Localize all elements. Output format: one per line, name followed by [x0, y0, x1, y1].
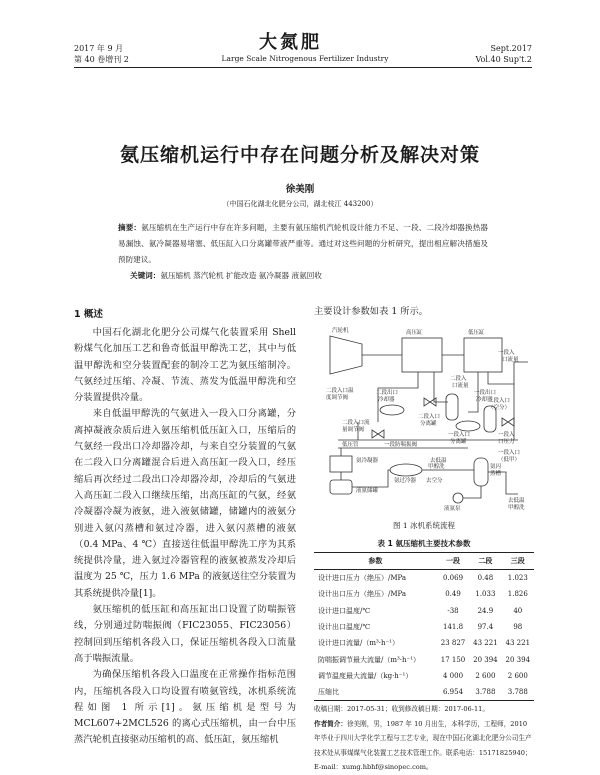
table-cell: 2 600	[475, 671, 496, 680]
table-row	[314, 635, 534, 651]
header-date: 2017 年 9 月	[74, 44, 124, 53]
table-cell: 设计进口流量/（m³·h⁻¹）	[318, 639, 400, 648]
table-cell: -38	[447, 606, 459, 615]
figure-caption: 图 1 冰机系统流程	[392, 521, 456, 530]
footnote	[314, 702, 534, 775]
abstract-label: 摘要：	[118, 223, 142, 232]
table-cell: 设计出口压力（绝压）/MPa	[318, 590, 407, 599]
label-to-rectisol-b: 去低温	[508, 498, 525, 504]
paragraph: 氨压缩机的低压缸和高压缸出口设置了防喘振管线，分别通过防喘振阀（FIC23055、FIC23056）控制回到压缩机各段入口，保证压缩机各段入口流量高于喘振流量。	[74, 604, 296, 664]
label-s2-inlet-air: 二段入口	[488, 398, 511, 404]
label-s1-inlet-flow: 一段入	[498, 350, 515, 356]
label-s2-separator: 二段入口	[418, 414, 441, 420]
table-cell: 设计进口温度/℃	[318, 606, 371, 615]
label-hp-cylinder: 高压缸	[406, 330, 423, 336]
table-cell: 0.49	[445, 590, 461, 599]
label-ammonia-tank: 液氨储罐	[356, 488, 379, 494]
section-body	[74, 325, 296, 749]
table-caption: 表 1 氨压缩机主要技术参数	[377, 539, 471, 548]
label-s1-cooler-2: 冷却器	[476, 397, 493, 403]
label-flash-drum-2: 蒸槽	[490, 471, 502, 477]
table-cell: 设计进口压力（绝压）/MPa	[318, 574, 407, 583]
header-volume: 第 40 卷增刊 2	[74, 55, 129, 64]
label-s2-separator-2: 分离罐	[420, 421, 437, 427]
label-s1-inlet-pressure: 一段入	[498, 432, 515, 438]
label-to-rectisol-2: 甲醇洗	[428, 464, 445, 470]
subcooler-shape	[390, 464, 422, 476]
author-bio: 徐美刚，男，1987 年 10 月出生，本科学历，工程师，2010 年毕业于四川大学化学工程与工艺专业，现在中国石化湖北化肥分公司生产技术处从事煤煤气化装置工艺技术管理工作。联系电话：15171825940；E-mail：xumg.hbhf@sinopec.com。	[314, 719, 532, 771]
spec-table-wrap	[314, 552, 534, 701]
ammonia-condenser-shape	[330, 456, 352, 472]
table-cell: 141.8	[442, 623, 464, 632]
paragraph: 中国石化湖北化肥分公司煤气化装置采用 Shell 粉煤气化加压工艺和鲁奇低温甲醇洗工艺，其中与低温甲醇洗和空分装置配套的制冷工艺为氨压缩制冷。气氨经过压缩、冷凝、节流、蒸发为低温甲醇洗和空分装置提供冷量。	[74, 327, 296, 404]
table-row	[314, 668, 534, 684]
abstract-text: 氨压缩机在生产运行中存在许多问题，主要有氨压缩机汽轮机设计能力不足、一段、二段冷却器换热器易漏蚀、氨冷凝器易堵塞、低压缸入口分离罐带液严重等。通过对这些问题的分析研究，提出相应解决措施及预防建议。	[118, 223, 489, 264]
table-cell: 3.788	[469, 684, 501, 701]
label-s1-inlet-pressure-2: 口压力	[498, 439, 515, 445]
table-cell: 压缩比	[314, 684, 437, 701]
flash-drum-shape	[474, 458, 488, 486]
label-turbine: 汽轮机	[332, 328, 349, 334]
table-cell: 设计出口温度/℃	[318, 623, 371, 632]
table-cell: 6.954	[437, 684, 469, 701]
label-lp-cylinder: 低压缸	[468, 330, 485, 336]
affiliation: （中国石化湖北化肥分公司，湖北枝江 443200）	[222, 200, 378, 208]
turbine-shape	[330, 336, 362, 374]
header-volume-en: Vol.40 Sup't.2	[475, 55, 532, 64]
label-s2-cooler: 二段出口	[376, 390, 399, 396]
table-header: 一段	[437, 553, 469, 570]
process-flow-diagram	[318, 322, 536, 518]
label-antisurge-valve: 一段防喘振阀	[384, 442, 418, 448]
table-cell: 调节温度最大流量/（kg·h⁻¹）	[318, 671, 413, 680]
table-cell: 1.033	[475, 590, 496, 599]
table-header: 二段	[469, 553, 501, 570]
table-row	[314, 586, 534, 602]
table-cell: 防喘振调节最大流量/（m³·h⁻¹）	[318, 655, 421, 664]
header-rule	[74, 67, 532, 68]
label-s1-separator: 一段入口	[448, 432, 471, 438]
label-liquid-pump: 液氨泵	[444, 506, 461, 512]
lp-cylinder-shape	[464, 338, 502, 372]
table-cell: 97.4	[477, 623, 494, 632]
table-cell: 1.826	[507, 590, 528, 599]
table-row	[314, 684, 534, 701]
abstract	[118, 220, 488, 268]
table-cell: 24.9	[477, 606, 494, 615]
journal-logo: 大氮肥	[259, 32, 322, 53]
label-subcooler: 氨过冷器	[394, 478, 417, 484]
label-s2-inlet-air-2: （空分）	[488, 405, 511, 411]
label-s2-inlet-flow: 二段入	[450, 376, 467, 382]
label-flash-drum: 氨闪	[490, 464, 502, 470]
bio-label: 作者简介：	[314, 719, 347, 728]
pump-shape	[453, 493, 463, 503]
spec-table	[314, 552, 534, 701]
s2-separator-shape	[446, 394, 458, 420]
label-s1-inlet-low: 一段入口	[498, 450, 521, 456]
label-to-rectisol: 去低温	[430, 458, 447, 464]
received-date: 收稿日期：2017-05-31；收到修改稿日期：2017-06-11。	[314, 705, 489, 713]
table-cell: 4 000	[442, 671, 464, 680]
label-s1-inlet-flow-2: 口流量	[502, 357, 519, 363]
paragraph: 为确保压缩机各段入口温度在正常操作指标范围内，压缩机各段入口均设置有喷氨管线，冰机系统流程如图 1 所示[1]。氨压缩机是型号为 MCL607+2MCL526 的离心式压缩机，由一台中压蒸汽轮机直接驱动压缩机的高、低压缸，氨压缩机	[74, 669, 296, 746]
ammonia-tank-shape	[330, 480, 352, 494]
label-s2-temp-valve: 二段入口温	[326, 388, 354, 394]
table-cell: 2 600	[507, 671, 528, 680]
right-intro: 主要设计参数如表 1 所示。	[314, 306, 429, 317]
table-row	[314, 603, 534, 619]
table-cell: 1.023	[507, 574, 528, 583]
label-s1-inlet-low-2: （低甲）	[498, 457, 521, 463]
article-title: 氨压缩机运行中存在问题分析及解决对策	[119, 144, 480, 166]
section-heading: 1 概述	[74, 309, 103, 320]
label-s1-cooler: 一段出口	[474, 390, 497, 396]
table-cell: 20 394	[505, 655, 531, 664]
label-s1-separator-2: 分离罐	[450, 439, 467, 445]
left-column	[74, 306, 296, 749]
table-cell: 3.788	[502, 684, 534, 701]
table-cell: 43 221	[505, 639, 531, 648]
label-ammonia-condenser: 氨冷凝器	[356, 458, 379, 464]
journal-name-en: Large Scale Nitrogenous Fertilizer Industry	[221, 54, 389, 63]
table-cell: 23 827	[440, 639, 466, 648]
keywords	[130, 270, 490, 281]
paragraph: 来自低温甲醇洗的气氨进入一段入口分离罐，分离掉凝液杂质后进入氨压缩机低压缸入口，压缩后的气氨经一段出口冷却器冷却，与来自空分装置的气氨在二段入口分离罐混合后进入高压缸一段入口，经压缩后再次经过二段出口冷却器冷却，冷却后的气氨进入高压缸二段入口继续压缩，出高压缸的气氨，经氨冷凝器冷凝为液氨，进入液氨储罐，储罐内的液氨分别进入氨闪蒸槽和氨过冷器，进入氨闪蒸槽的液氨（0.4 MPa、4 ℃）直接送往低温甲醇洗工序为其系统提供冷量，进入氨过冷器管程的液氨被蒸发冷却后温度为 25 ℃，压力 1.6 MPa 的液氨送往空分装置为其系统提供冷量[1]。	[74, 408, 296, 599]
header-date-en: Sept.2017	[490, 44, 532, 53]
table-header: 参数	[314, 553, 437, 570]
table-header: 三段	[502, 553, 534, 570]
label-s2-flow-valve: 二段入口流	[342, 420, 370, 426]
table-cell: 0.48	[477, 574, 494, 583]
footnote-rule	[314, 700, 384, 701]
table-row	[314, 619, 534, 635]
table-cell: 43 221	[473, 639, 498, 648]
label-s2-flow-valve-2: 量调节阀	[342, 427, 365, 433]
hp-cylinder-shape	[402, 338, 442, 372]
table-cell: 0.069	[442, 574, 464, 583]
keywords-label: 关键词：	[130, 271, 161, 280]
table-cell: 40	[513, 606, 523, 615]
keywords-text: 氨压缩机 蒸汽轮机 扩能改造 氨冷凝器 液氨回收	[160, 271, 322, 280]
label-to-rectisol-b-2: 甲醇洗	[508, 505, 525, 511]
author: 徐美刚	[285, 184, 315, 195]
table-cell: 98	[513, 623, 523, 632]
label-to-air: 去空分	[426, 478, 443, 484]
label-s2-cooler-2: 冷却器	[378, 397, 395, 403]
table-cell: 17 150	[440, 655, 466, 664]
label-lp-pipe: 低压管	[342, 442, 359, 448]
table-row	[314, 651, 534, 667]
label-s2-inlet-flow-2: 口流量	[452, 383, 469, 389]
table-row	[314, 570, 534, 587]
label-s2-temp-valve-2: 度调节阀	[326, 395, 349, 401]
table-header-row	[314, 553, 534, 570]
table-cell: 20 394	[473, 655, 498, 664]
